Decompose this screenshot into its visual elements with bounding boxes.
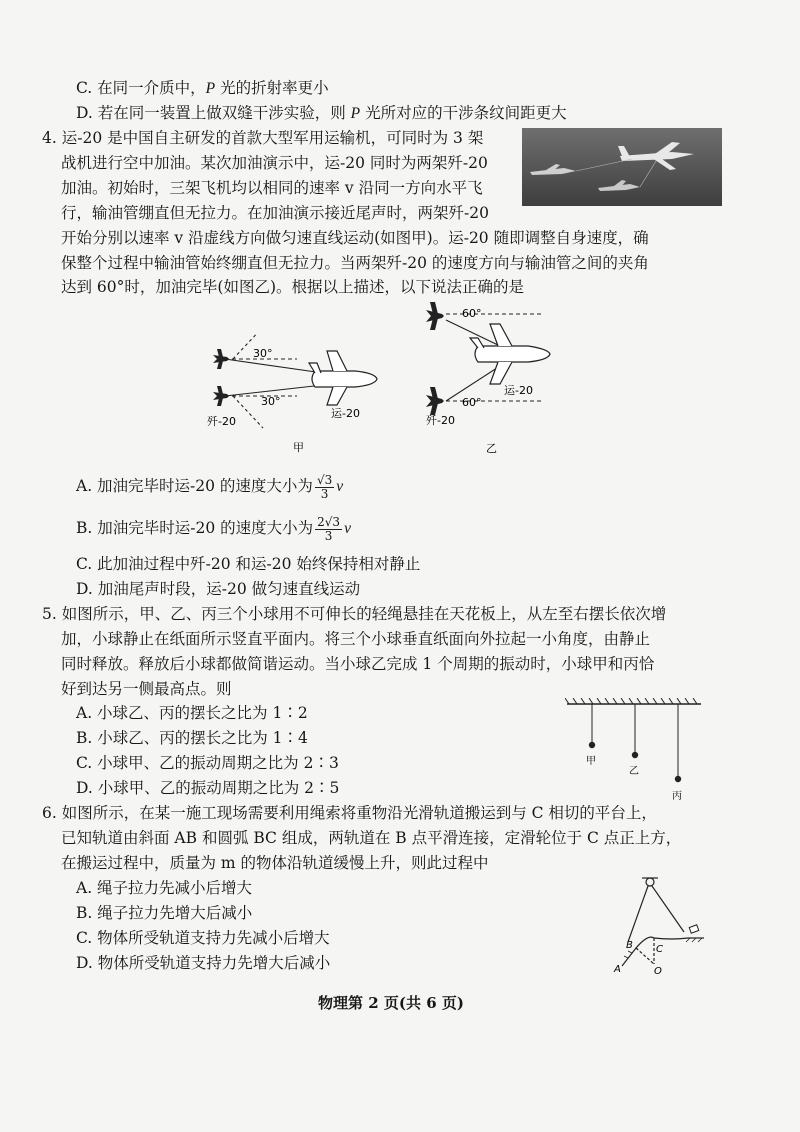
label-c: C [656,944,663,955]
label-jia: 甲 [586,756,596,767]
q5-option-c: C. 小球甲、乙的振动周期之比为 2∶3 [76,754,339,772]
q5-option-a: A. 小球乙、丙的摆长之比为 1∶2 [76,704,308,722]
q6-stem-line-3: 在搬运过程中，质量为 m 的物体沿轨道缓慢上升，则此过程中 [61,854,489,872]
figure-yi [420,294,575,454]
ball-yi [632,752,638,758]
q4-stem-line-5: 开始分别以速率 v 沿虚线方向做匀速直线运动(如图甲)。运-20 随即调整自身速度，确 [61,229,649,247]
transport-plane-icon [470,324,550,384]
q6-option-b: B. 绳子拉力先增大后减小 [76,904,253,922]
ball-bing [675,776,681,782]
q5-stem-line-4: 好到达另一侧最高点。则 [61,680,232,698]
transport-label: 运-20 [504,384,533,397]
q3-option-c: C. 在同一介质中，P 光的折射率更小 [76,79,329,97]
q4-stem-line-7: 达到 60°时，加油完毕(如图乙)。根据以上描述，以下说法正确的是 [61,278,524,296]
label-bing: 丙 [672,791,682,802]
q4-option-b: B. 加油完毕时运-20 的速度大小为 $\frac{2√3}{3}$ v [76,514,351,543]
q4-option-d: D. 加油尾声时段，运-20 做匀速直线运动 [76,580,361,598]
cargo-block-icon [689,925,699,933]
q6-option-d: D. 物体所受轨道支持力先增大后减小 [76,954,331,972]
angle-label-top: 60° [462,307,482,320]
q4-option-c: C. 此加油过程中歼-20 和运-20 始终保持相对静止 [76,555,421,573]
transport-label: 运-20 [331,407,360,420]
q6-stem-line-2: 已知轨道由斜面 AB 和圆弧 BC 组成，两轨道在 B 点平滑连接，定滑轮位于 C 点正上方， [61,829,682,847]
label-yi: 乙 [629,766,639,777]
q4-stem-line-3: 加油。初始时，三架飞机均以相同的速率 v 沿同一方向水平飞 [61,179,483,197]
q6-option-a: A. 绳子拉力先减小后增大 [76,879,253,897]
q3-option-d: D. 若在同一装置上做双缝干涉实验，则 P 光所对应的干涉条纹间距更大 [76,104,567,122]
fighter-top-icon [426,302,444,330]
angle-label-top: 30° [253,347,273,360]
transport-plane-icon [309,351,377,405]
q4-stem-line-6: 保整个过程中输油管始终绷直但无拉力。当两架歼-20 的速度方向与输油管之间的夹角 [61,254,649,272]
q4-stem-line-2: 战机进行空中加油。某次加油演示中，运-20 同时为两架歼-20 [61,154,488,172]
q5-stem-line-2: 加，小球静止在纸面所示竖直平面内。将三个小球垂直纸面向外拉起一小角度，由静止 [61,630,651,648]
q4-stem-line-1: 4. 运-20 是中国自主研发的首款大型军用运输机，可同时为 3 架 [42,129,484,147]
figure-jia [205,333,390,455]
fighter-bottom-icon [213,386,229,406]
q5-stem-line-3: 同时释放。释放后小球都做简谐运动。当小球乙完成 1 个周期的振动时，小球甲和丙恰 [61,655,655,673]
q5-option-d: D. 小球甲、乙的振动周期之比为 2∶5 [76,779,340,797]
fighter-label: 歼-20 [426,414,455,427]
q6-stem-line-1: 6. 如图所示，在某一施工现场需要利用绳索将重物沿光滑轨道搬运到与 C 相切的平台上， [42,804,657,822]
q5-option-b: B. 小球乙、丙的摆长之比为 1∶4 [76,729,308,747]
page-footer: 物理第 2 页(共 6 页) [318,994,464,1012]
label-o: O [654,966,662,977]
angle-label-bottom: 60° [462,396,482,409]
fighter-bottom-icon [426,387,444,415]
pulley-icon [646,878,654,886]
label-a: A [614,964,621,975]
fighter-label: 歼-20 [207,415,236,428]
label-b: B [626,940,633,951]
ball-jia [589,742,595,748]
q6-option-c: C. 物体所受轨道支持力先减小后增大 [76,929,330,947]
q4-option-a: A. 加油完毕时运-20 的速度大小为 $\frac{√3}{3}$ v [76,472,344,501]
figure-caption: 甲 [293,441,304,454]
figure-caption: 乙 [486,442,497,454]
angle-label-bottom: 30° [261,395,281,408]
pendulum-figure [565,698,705,806]
refueling-photo [522,128,722,206]
fighter-top-icon [213,349,229,369]
q5-stem-line-1: 5. 如图所示，甲、乙、丙三个小球用不可伸长的轻绳悬挂在天花板上，从左至右摆长依次增 [42,605,667,623]
q4-stem-line-4: 行，输油管绷直但无拉力。在加油演示接近尾声时，两架歼-20 [61,204,489,222]
track-pulley-figure [592,872,712,980]
